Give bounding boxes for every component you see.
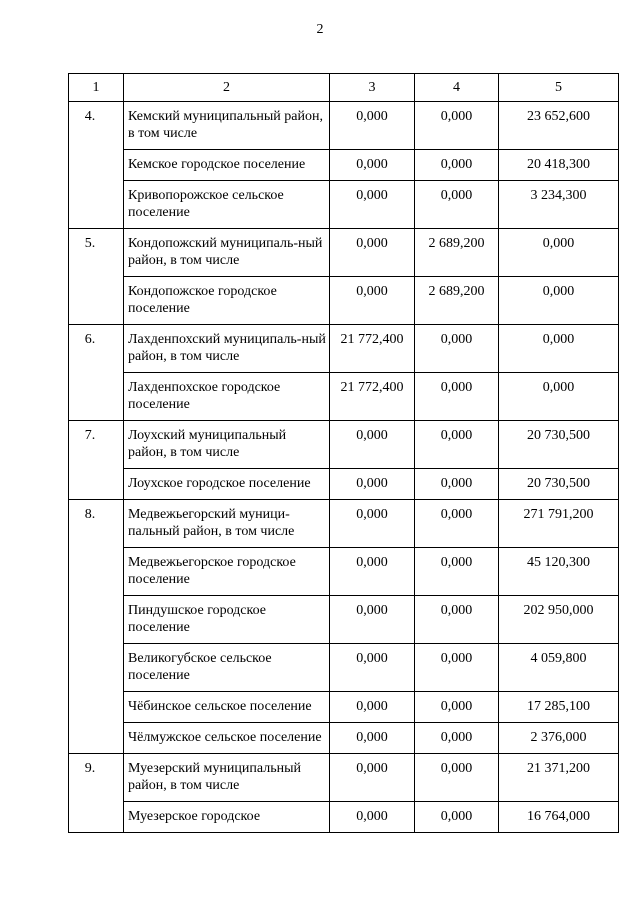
value-col-5: 2 376,000	[499, 723, 619, 754]
value-col-5: 23 652,600	[499, 102, 619, 150]
value-col-4: 0,000	[415, 548, 499, 596]
allocation-table	[68, 73, 619, 833]
header-row	[69, 74, 619, 102]
municipality-name: Кривопорожское сельское поселение	[124, 181, 330, 229]
value-col-5: 0,000	[499, 229, 619, 277]
municipality-name: Медвежьегорское городское поселение	[124, 548, 330, 596]
column-header-5: 5	[499, 74, 619, 102]
municipality-name: Лахденпохское городское поселение	[124, 373, 330, 421]
municipality-name: Кемский муниципальный район, в том числе	[124, 102, 330, 150]
value-col-3: 21 772,400	[330, 373, 415, 421]
value-col-5: 271 791,200	[499, 500, 619, 548]
municipality-name: Кондопожское городское поселение	[124, 277, 330, 325]
table-row	[69, 150, 619, 181]
column-header-3: 3	[330, 74, 415, 102]
value-col-4: 0,000	[415, 723, 499, 754]
value-col-4: 0,000	[415, 500, 499, 548]
value-col-4: 0,000	[415, 469, 499, 500]
row-number: 7.	[69, 421, 124, 500]
page-number: 2	[316, 22, 324, 37]
value-col-4: 0,000	[415, 421, 499, 469]
value-col-4: 2 689,200	[415, 277, 499, 325]
value-col-3: 0,000	[330, 802, 415, 833]
table-row	[69, 421, 619, 469]
value-col-3: 0,000	[330, 421, 415, 469]
table-row	[69, 754, 619, 802]
table-row	[69, 277, 619, 325]
value-col-5: 202 950,000	[499, 596, 619, 644]
value-col-4: 0,000	[415, 596, 499, 644]
row-number: 8.	[69, 500, 124, 754]
value-col-5: 0,000	[499, 325, 619, 373]
table-row	[69, 802, 619, 833]
value-col-4: 0,000	[415, 102, 499, 150]
table-row	[69, 500, 619, 548]
row-number: 9.	[69, 754, 124, 833]
table-row	[69, 596, 619, 644]
table-row	[69, 548, 619, 596]
value-col-4: 0,000	[415, 325, 499, 373]
value-col-4: 0,000	[415, 692, 499, 723]
value-col-3: 0,000	[330, 181, 415, 229]
value-col-5: 4 059,800	[499, 644, 619, 692]
table-row	[69, 325, 619, 373]
value-col-4: 0,000	[415, 181, 499, 229]
column-header-2: 2	[124, 74, 330, 102]
value-col-4: 2 689,200	[415, 229, 499, 277]
table-row	[69, 373, 619, 421]
municipality-name: Муезерское городское	[124, 802, 330, 833]
municipality-name: Чёбинское сельское поселение	[124, 692, 330, 723]
municipality-name: Кондопожский муниципаль-ный район, в том числе	[124, 229, 330, 277]
column-header-4: 4	[415, 74, 499, 102]
value-col-5: 17 285,100	[499, 692, 619, 723]
value-col-3: 0,000	[330, 644, 415, 692]
column-header-1: 1	[69, 74, 124, 102]
value-col-4: 0,000	[415, 644, 499, 692]
value-col-5: 0,000	[499, 373, 619, 421]
value-col-3: 0,000	[330, 500, 415, 548]
table-row	[69, 692, 619, 723]
value-col-4: 0,000	[415, 150, 499, 181]
value-col-5: 21 371,200	[499, 754, 619, 802]
municipality-name: Пиндушское городское поселение	[124, 596, 330, 644]
table-row	[69, 469, 619, 500]
value-col-3: 0,000	[330, 723, 415, 754]
table-row	[69, 102, 619, 150]
municipality-name: Лоухское городское поселение	[124, 469, 330, 500]
row-number: 5.	[69, 229, 124, 325]
value-col-3: 0,000	[330, 102, 415, 150]
table-body	[69, 102, 619, 833]
value-col-5: 16 764,000	[499, 802, 619, 833]
value-col-5: 0,000	[499, 277, 619, 325]
municipality-name: Муезерский муниципальный район, в том числе	[124, 754, 330, 802]
row-number: 6.	[69, 325, 124, 421]
value-col-3: 0,000	[330, 548, 415, 596]
municipality-name: Великогубское сельское поселение	[124, 644, 330, 692]
table-row	[69, 644, 619, 692]
municipality-name: Кемское городское поселение	[124, 150, 330, 181]
table-row	[69, 181, 619, 229]
value-col-4: 0,000	[415, 754, 499, 802]
value-col-3: 0,000	[330, 277, 415, 325]
value-col-5: 3 234,300	[499, 181, 619, 229]
value-col-3: 0,000	[330, 754, 415, 802]
value-col-3: 0,000	[330, 229, 415, 277]
municipality-name: Чёлмужское сельское поселение	[124, 723, 330, 754]
municipality-name: Лахденпохский муниципаль-ный район, в том числе	[124, 325, 330, 373]
value-col-5: 45 120,300	[499, 548, 619, 596]
value-col-5: 20 730,500	[499, 421, 619, 469]
table-row	[69, 229, 619, 277]
value-col-5: 20 418,300	[499, 150, 619, 181]
value-col-3: 21 772,400	[330, 325, 415, 373]
row-number: 4.	[69, 102, 124, 229]
value-col-4: 0,000	[415, 373, 499, 421]
value-col-3: 0,000	[330, 692, 415, 723]
municipality-name: Медвежьегорский муници-пальный район, в том числе	[124, 500, 330, 548]
value-col-5: 20 730,500	[499, 469, 619, 500]
value-col-4: 0,000	[415, 802, 499, 833]
municipality-name: Лоухский муниципальный район, в том числе	[124, 421, 330, 469]
table-row	[69, 723, 619, 754]
value-col-3: 0,000	[330, 150, 415, 181]
value-col-3: 0,000	[330, 596, 415, 644]
value-col-3: 0,000	[330, 469, 415, 500]
